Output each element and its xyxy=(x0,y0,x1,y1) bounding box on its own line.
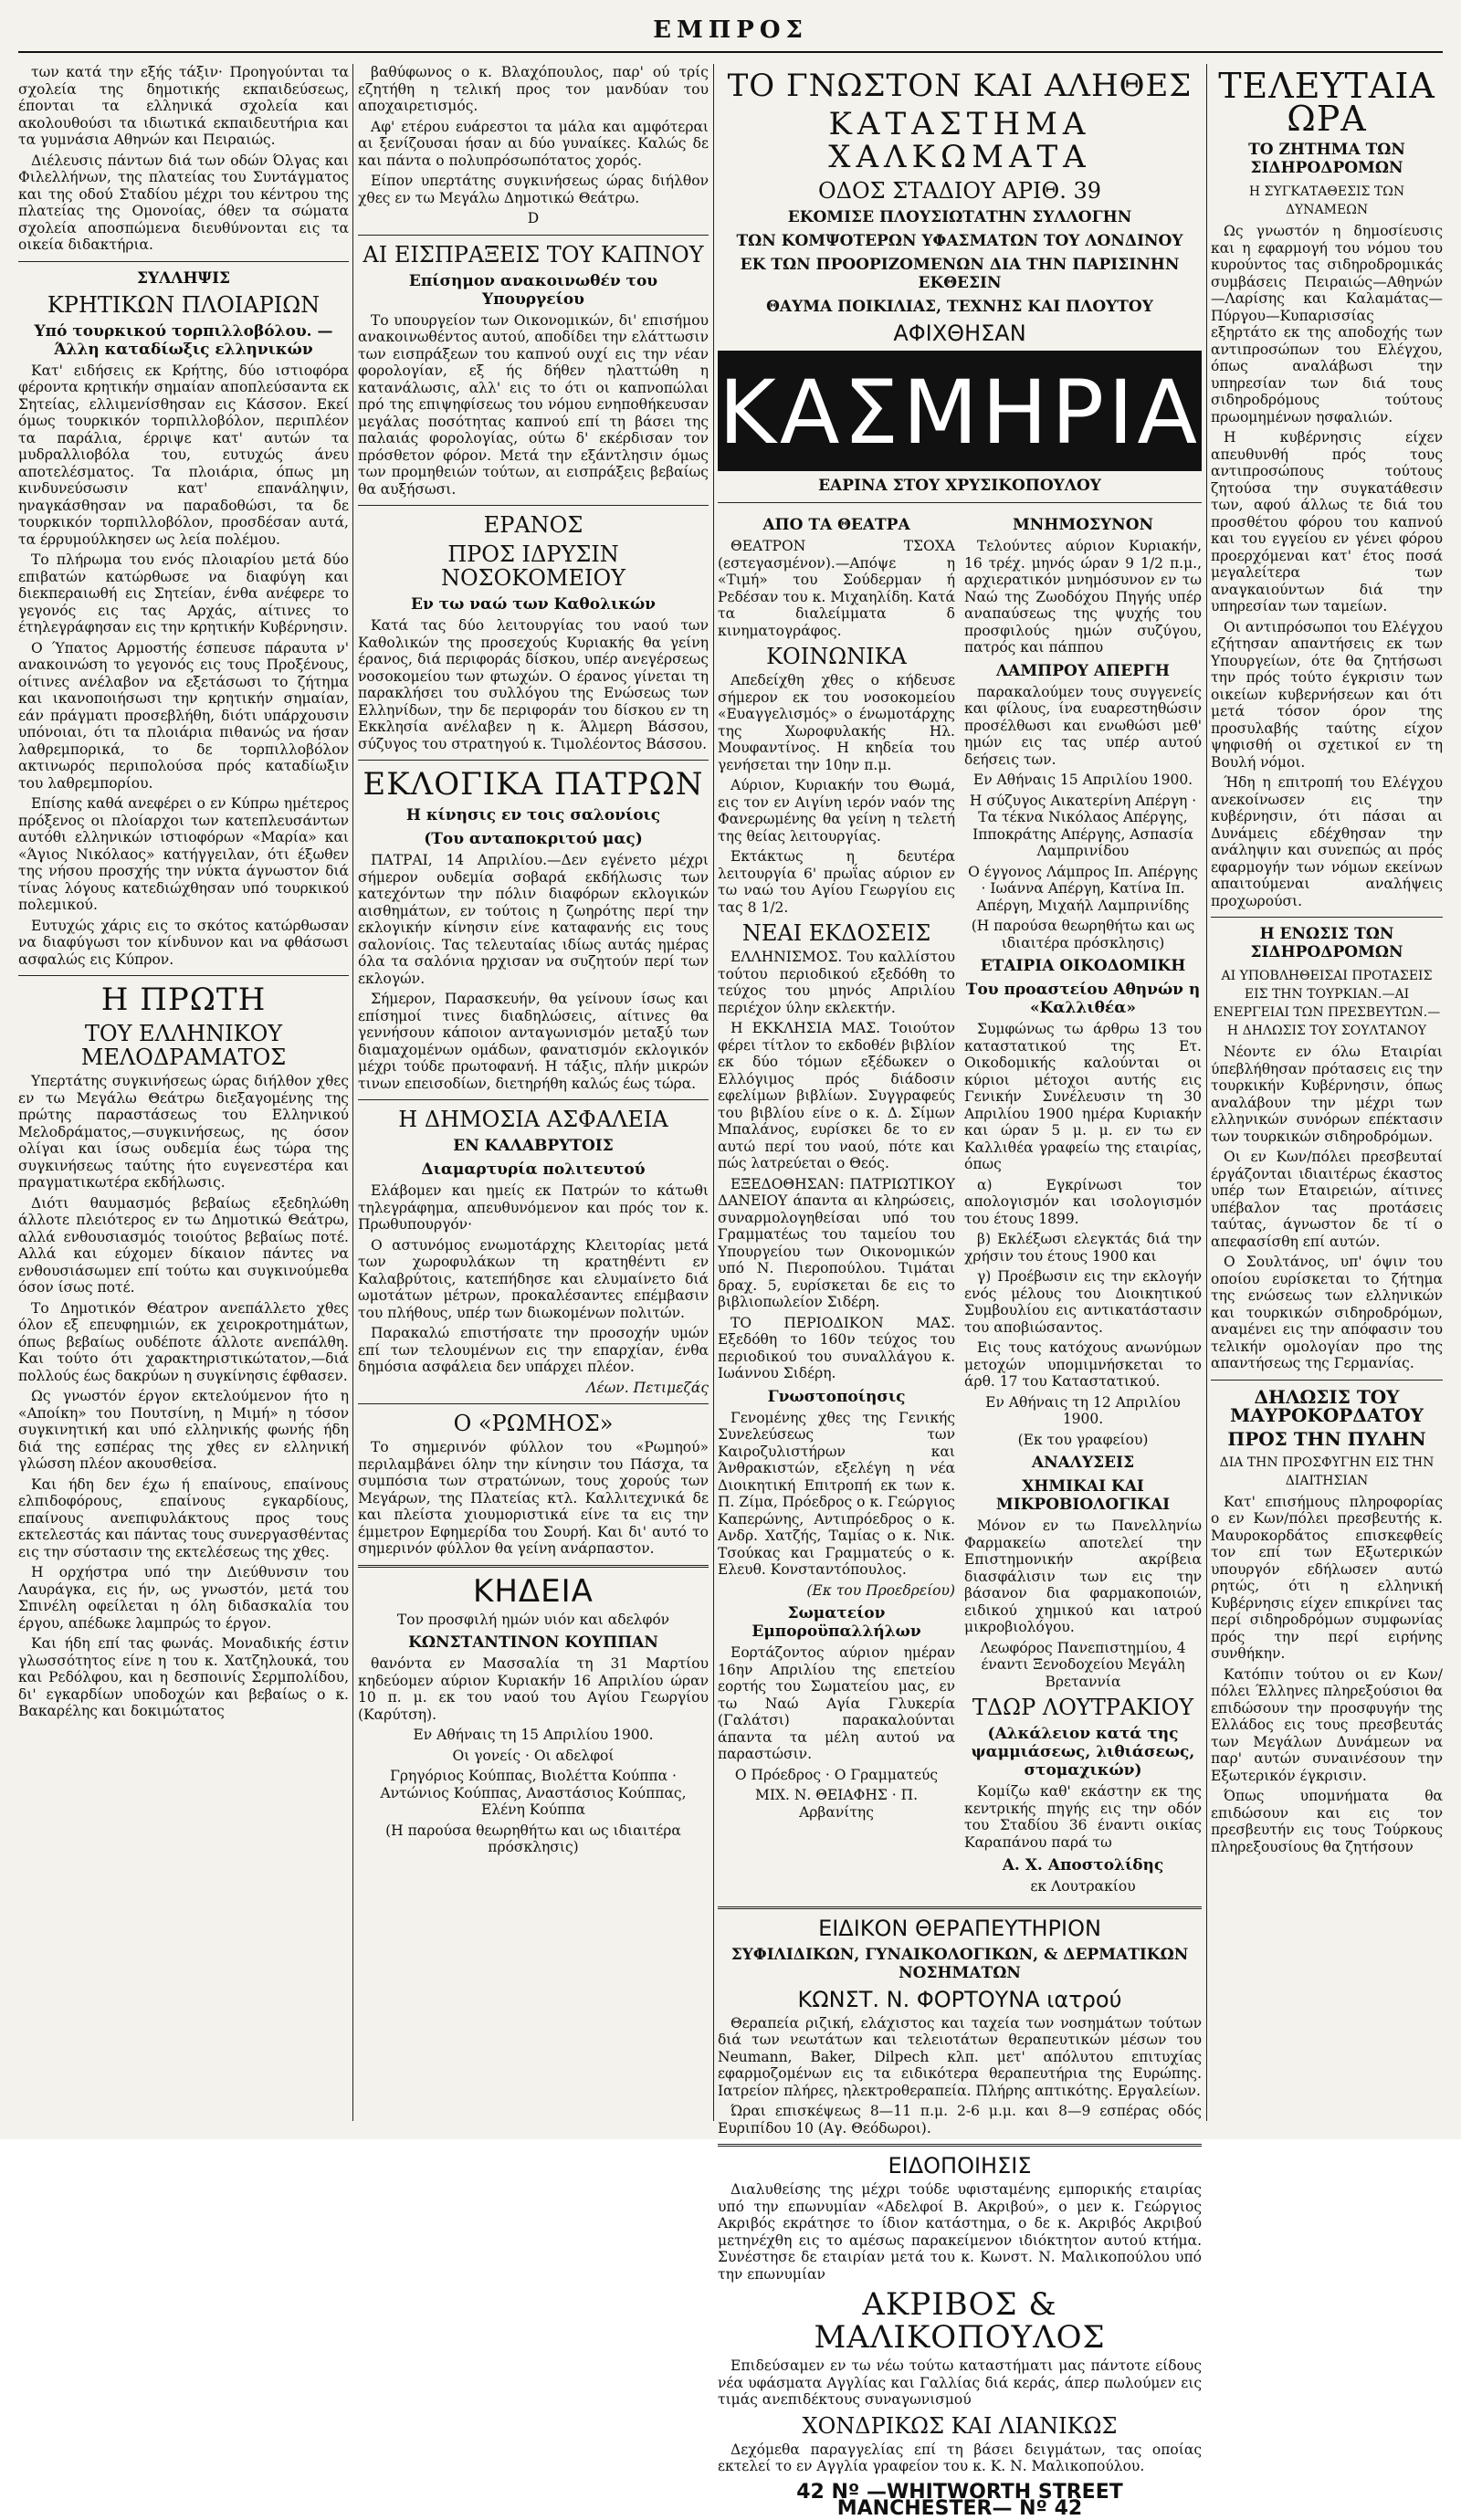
article-paragraph: Κατόπιν τούτου οι εν Κων/πόλει Έλληνες πληρεξούσιοι θα επιδώσουν την προσφυγήν της Ελλάδος εις τους πρεσβευτάς των Μεγάλων Δυνάμεων να παρ' αυτών συναινέσουν την Εξωτερικόν έγκρισιν. xyxy=(1211,1665,1443,1784)
article-paragraph: Θεραπεία ριζική, ελάχιστος και ταχεία των νοσημάτων τούτων διά των νεωτάτων και τελειοτάτων θεραπευτικών μέσων του Neumann, Baker, Dilpech κλπ. μετ' απόλυτου επιτυχίας εφαρμοζομένων εις τα ειδικότερα θεραπευτήρια της Ευρώπης. Ιατρείον πλήρες, ηλεκτροθεραπεία. Πλήρης απτικότης. Εργαλείων. xyxy=(718,2014,1202,2099)
article-paragraph: β) Εκλέξωσι ελεγκτάς διά την χρήσιν του έτους 1900 και xyxy=(964,1231,1202,1265)
notice-signers-title: Οι γονείς · Οι αδελφοί xyxy=(452,1747,615,1764)
article-paragraph: Κατ' επισήμους πληροφορίας ο εν Κων/πόλει πρεσβευτής κ. Μαυροκορδάτος επισκεφθείς τον επί των Εξωτερικών υπουργόν εδήλωσεν αυτώ ρητώς, ότι η ελληνική Κυβέρνησις είχεν επικρίνει τας περί σιδηροδρόμων συμφωνίας πρός την περί ειρήνης συνθήκην. xyxy=(1211,1493,1443,1662)
address-line: Λεωφόρος Πανεπιστημίου, 4 έναντι Ξενοδοχείου Μεγάλη Βρεταννία xyxy=(980,1639,1186,1690)
headline: ΕΝ ΚΑΛΑΒΡΥΤΟΙΣ xyxy=(453,1137,614,1155)
article-paragraph: Απεδείχθη χθες ο κήδευσε σήμερον εκ του νοσοκομείου «Ευαγγελισμός» ο ένωμοτάρχης της Χωροφυλακής Ηλ. Μουφαντίνος. Η κηδεία του γενήσεται την 10ην π.μ. xyxy=(718,672,955,773)
section-rule xyxy=(718,2144,1202,2147)
headline: ΝΕΑΙ ΕΚΔΟΣΕΙΣ xyxy=(741,920,931,946)
article-paragraph: Ο Σουλτάνος, υπ' όψιν του οποίου ευρίσκεται το ζήτημα της ενώσεως των ελληνικών και τουρκικών σιδηροδρόμων, αναμένει εις την απόφασιν του τελικήν ομολογίαν προ της απαντήσεως της Γερμανίας. xyxy=(1211,1254,1443,1371)
headline: ΠΡΟΣ ΤΗΝ ΠΥΛΗΝ xyxy=(1227,1427,1426,1450)
article-paragraph: Ως γνωστόν έργον εκτελούμενον ήτο η «Αποίκη» του Πουτσίνη, η Μιμή» η τόσον συγκινητική και υπό ελληνικής φωνής ήδη διά της εσπέρας της χθες εν ελληνική γλώσση πλέον ακουσθείσα. xyxy=(18,1388,349,1472)
signature-letter: D xyxy=(527,210,540,226)
left-subcolumn xyxy=(718,510,955,1899)
article-paragraph: Ευτυχώς χάρις εις το σκότος κατώρθωσαν να διαφύγωσι τον κίνδυνον και να φθάσωσι ασφαλώς εις Κύπρον. xyxy=(18,917,349,968)
article-paragraph: Οι αντιπρόσωποι του Ελέγχου εζήτησαν απαντήσεις εκ των Υπουργείων, ότε θα ζητήσωσι την πρός τούτο έγκρισιν των οικείων κυβερνήσεων και ότι μετά τόσον όρον της προσυλαβής ταύτης είχον ψηφισθή οι σχετικοί εν τη Βουλή νόμοι. xyxy=(1211,618,1443,771)
subheadline: (Αλκάλειον κατά της ψαμμιάσεως, λιθιάσεως, στομαχικών) xyxy=(971,1725,1195,1780)
article-paragraph: Είπον υπερτάτης συγκινήσεως ώρας διήλθον χθες εν τω Μεγάλω Δημοτικώ Θεάτρω. xyxy=(358,173,709,206)
article-paragraph: βαθύφωνος ο κ. Βλαχόπουλος, παρ' ού τρίς εζητήθη η τελική προς τον μανδύαν του αποχαιρετισμός. xyxy=(358,64,709,114)
article-paragraph: Ο αστυνόμος ενωμοτάρχης Κλειτορίας μετά των χωροφυλάκων τη κρατηθέντι εν Καλαβρύτοις, κατεπήδησε και ελυμαίνετο διά ωμοτάτων μέτρων, προκαλέσαντες επέμβασιν του πλήθους, υπέρ των διωκομένων πολιτών. xyxy=(358,1236,709,1321)
ad-headline: ΧΟΝΔΡΙΚΩΣ ΚΑΙ ΛΙΑΝΙΚΩΣ xyxy=(802,2412,1118,2439)
notice-footnote: (Η παρούσα θεωρηθήτω και ως ιδιαιτέρα πρόσκλησις) xyxy=(971,918,1195,951)
article-paragraph: Οι εν Κων/πόλει πρεσβευταί έργάζονται ιδιαιτέρως έκαστος υπέρ των Εταιρειών, αίτινες υπέβαλον τας προτάσεις ταύτας, άγνωστον δε τί ο απεφασίσθη επί αυτών. xyxy=(1211,1149,1443,1250)
subheadline: ΔΙΑ ΤΗΝ ΠΡΟΣΦΥΓΗΝ ΕΙΣ ΤΗΝ ΔΙΑΙΤΗΣΙΑΝ xyxy=(1219,1454,1435,1488)
section-rule xyxy=(358,1099,709,1100)
ad-subheadline: ΣΥΦΙΛΙΔΙΚΩΝ, ΓΥΝΑΙΚΟΛΟΓΙΚΩΝ, & ΔΕΡΜΑΤΙΚΩΝ ΝΟΣΗΜΑΤΩΝ xyxy=(730,1945,1189,1982)
section-rule xyxy=(358,235,709,236)
article-paragraph: ΘΕΑΤΡΟΝ ΤΣΟΧΑ (εστεγασμένον).—Απόψε η «Τιμή» του Σούδερμαν ή Ρεδέσαν του κ. Μιχαηλίδη. Κατά τα διαλείμματα δ κινηματογράφος. xyxy=(718,538,955,639)
headline: ΚΡΗΤΙΚΩΝ ΠΛΟΙΑΡΙΩΝ xyxy=(47,291,321,318)
notice-footnote: (Εκ του γραφείου) xyxy=(1017,1431,1149,1448)
signers-title: Ο Πρόεδρος · Ο Γραμματεύς xyxy=(734,1766,939,1783)
article-paragraph: Αφ' ετέρου ευάρεστοι τα μάλα και αμφότεραι αι ξενίζουσαι ήσαν αι δύο γυναίκες. Καλώς δε και πάντα ο πολυπρόσωπότατος χορός. xyxy=(358,118,709,169)
notice-footnote: (Η παρούσα θεωρηθήτω και ως ιδιαιτέρα πρόσκλησις) xyxy=(385,1822,681,1855)
section-rule xyxy=(358,505,709,506)
signature: (Εκ του Προεδρείου) xyxy=(806,1581,955,1599)
notice-signers: Γρηγόριος Κούππας, Βιολέττα Κούππα · Αντώνιος Κούππας, Αναστάσιος Κούππας, Ελένη Κούππα xyxy=(380,1768,687,1818)
article-paragraph: Η ορχήστρα υπό την Διεύθυνσιν του Λαυράγκα, εις ήν, ως γνωστόν, μετά του Σπινέλη οφείλεται η όλη διδασκαλία του έργου, απέδωκε λαμπρώς το έργον. xyxy=(18,1564,349,1632)
subheadline: (Του ανταποκριτού μας) xyxy=(424,830,643,848)
subheadline: ΤΟ ΖΗΤΗΜΑ ΤΩΝ ΣΙΔΗΡΟΔΡΟΜΩΝ xyxy=(1248,141,1405,177)
article-paragraph: Το Δημοτικόν Θέατρον ανεπάλλετο χθες όλον εξ επευφημιών, εκ χειροκροτημάτων, όπως βεβαίως ουδέποτε άλλοτε ανεπάλθη. Και τούτο ότι χαρακτηριστικώτατον,—διά πολλούς έως δακρύων η συγκίνησις έφθασεν. xyxy=(18,1299,349,1384)
article-paragraph: Αύριον, Κυριακήν του Θωμά, εις τον εν Αιγίνη ιερόν ναόν της Φανερωμένης θα γείνη η τελετή της θείας λειτουργίας. xyxy=(718,777,955,845)
notice-date: Εν Αθήναις 15 Απριλίου 1900. xyxy=(972,772,1193,788)
headline: ΤΕΛΕΥΤΑΙΑ ΩΡΑ xyxy=(1218,66,1435,139)
article-paragraph: Ο Ύπατος Αρμοστής έσπευσε πάραυτα ν' ανακοινώση το γεγονός εις τους Προξένους, οίτινες ανέλαβον να εξετάσωσι το ζήτημα και ικανοποιήσωσι την κρητικήν σημαίαν, εάν πράγματι προσεβλήθη, διότι υπάρχουσιν υπόνοιαι, ότι τα πλοιάρια πιθανώς να ήσαν λαθρεμπορικά, το δε τορπιλλοβόλον ακτινωρός περιπολούσα πρός καταδίωξιν του λαθρεμπορίου. xyxy=(18,639,349,792)
article-paragraph: Το πλήρωμα του ενός πλοιαρίου μετά δύο επιβατών κατώρθωσε να διαφύγη και διεκπεραιωθή εις Σητείαν, ένθα ανέφερε το γεγονός εις τας Αρχάς, αίτινες το έτηλεγράφησαν εις την κρητικήν Κυβέρνησιν. xyxy=(18,551,349,635)
headline: Σωματείον Εμποροϋπαλλήλων xyxy=(752,1604,921,1641)
ad-line: ΤΩΝ ΚΟΜΨΟΤΕΡΩΝ ΥΦΑΣΜΑΤΩΝ ΤΟΥ ΛΟΝΔΙΝΟΥ xyxy=(736,232,1183,250)
article-paragraph: Διαλυθείσης της μέχρι τούδε υφισταμένης εμπορικής εταιρίας υπό την επωνυμίαν «Αδελφοί Β. Ακριβού», ο μεν κ. Γεώργιος Ακριβός εκράτησε το ίδιον κατάστημα, ο δε κ. Ακριβός Ακριβού μετηνέχθη εις το αμέσως παρακείμενον ιδιόκτητον αυτού κτήμα. Συνέστησε δε εταιρίαν μετά του κ. Κωνστ. Ν. Μαλικοπούλου υπό την επωνυμίαν xyxy=(718,2181,1202,2283)
article-paragraph: των κατά την εξής τάξιν· Προηγούνται τα σχολεία της δημοτικής εκπαιδεύσεως, έπονται τα ελληνικά σχολεία και ακολουθούσι τα ιδιωτικά εκπαιδευτήρια και τα γυμνάσια Αθηνών και Πειραιώς. xyxy=(18,64,349,148)
right-subcolumn xyxy=(964,510,1202,1899)
headline: ΤΟΥ ΕΛΛΗΝΙΚΟΥ ΜΕΛΟΔΡΑΜΑΤΟΣ xyxy=(80,1021,287,1070)
article-paragraph: Παρακαλώ επιστήσατε την προσοχήν υμών επί των τελουμένων εις την επαρχίαν, ένθα δημόσια ασφάλεια δεν υπάρχει πλέον. xyxy=(358,1325,709,1375)
article-paragraph: Δεχόμεθα παραγγελίας επί τη βάσει δειγμάτων, τας οποίας εκτελεί το εν Αγγλία γραφείον του κ. Κ. Ν. Μαλικοπούλου. xyxy=(718,2441,1202,2474)
section-rule xyxy=(18,975,349,976)
article-paragraph: Διότι θαυμασμός βεβαίως εξεδηλώθη άλλοτε πλειότερος εν τω Δημοτικώ Θεάτρω, αλλά ενθουσιασμός τοιούτος βεβαίως ποτέ. Αλλά και εύχομεν δίκαιον πάντες να ενθουσιάσωμεν επί τούτω και συγκινούμεθα όσον ίσως ποτέ. xyxy=(18,1194,349,1296)
two-column-block xyxy=(718,510,1202,1899)
ad-address: 42 Nº —WHITWORTH STREET MANCHESTER— Nº 42 xyxy=(796,2480,1123,2520)
signers: ΜΙΧ. Ν. ΘΕΙΑΦΗΣ · Π. Αρβανίτης xyxy=(754,1787,919,1821)
section-rule xyxy=(358,1403,709,1404)
article-paragraph: Η ΕΚΚΛΗΣΙΑ ΜΑΣ. Τοιούτον φέρει τίτλον το εκδοθέν βιβλίον εκ δύο τόμων εξέδωκεν ο Ελλόγιμος πρός διάδοσιν εφελίμων βιβλίων. Συγγραφεύς του βιβλίου είνε ο κ. Δ. Σίμων Μπαλάνος, ευρίσκει δε το εν αυτώ περί του ναού, πότε και πώς λατρεύεται ο Θεός. xyxy=(718,1020,955,1171)
signature: Λέων. Πετιμεζάς xyxy=(586,1379,709,1396)
headline: ΕΤΑΙΡΙΑ ΟΙΚΟΔΟΜΙΚΗ xyxy=(980,957,1186,975)
article-paragraph: Γενομένης χθες της Γενικής Συνελεύσεως των Καιροζυλιστήρων και Άνθρακιστών, εξελέγη η νέα Διοικητική Επιτροπή εκ των κ. Π. Ζίμα, Πρόεδρος ο κ. Γεώργιος Καπερώνης, Αντιπρόεδρος ο κ. Ανδρ. Χατζής, Ταμίας ο κ. Νικ. Τσούκας και Γραμματεύς ο κ. Ελευθ. Κονσταντόπουλος. xyxy=(718,1409,955,1578)
ad-banner xyxy=(718,351,1202,471)
notice-signers: Ο έγγονος Λάμπρος Ιπ. Απέργης · Ιωάννα Απέργη, Κατίνα Ιπ. Απέργη, Μιχαήλ Λαμπρινίδης xyxy=(968,863,1198,914)
headline: ΔΗΛΩΣΙΣ ΤΟΥ ΜΑΥΡΟΚΟΡΔΑΤΟΥ xyxy=(1230,1385,1424,1426)
ad-headline: ΚΑΤΑΣΤΗΜΑ ΧΑΛΚΩΜΑΤΑ xyxy=(828,106,1091,175)
article-paragraph: Κομίζω καθ' εκάστην εκ της κεντρικής πηγής εις την οδόν του Σταδίου 36 έναντι οικίας Καραπάνου παρά τω xyxy=(964,1783,1202,1851)
subheadline: Του προαστείου Αθηνών η «Καλλιθέα» xyxy=(965,981,1201,1017)
article-paragraph: Ελάβομεν και ημείς εκ Πατρών το κάτωθι τηλεγράφημα, απευθυνόμενον και πρός τον κ. Πρωθυπουργόν· xyxy=(358,1182,709,1233)
article-paragraph: Διέλευσις πάντων διά των οδών Όλγας και Φιλελλήνων, της πλατείας του Συντάγματος και της οδού Σταδίου μέχρι του κέντρου της πλατείας της Ομονοίας, όθεν τα σώματα σχολεία αποσπώμενα διευθύνονται εις τα οικεία διδακτήρια. xyxy=(18,152,349,253)
article-paragraph: Όπως υπομνήματα θα επιδώσουν και εις τον πρεσβευτήν εις τους Τούρκους πληρεξουσίους θα ζητήσουν xyxy=(1211,1788,1443,1855)
notice-name: ΚΩΝΣΤΑΝΤΙΝΟΝ ΚΟΥΠΠΑΝ xyxy=(408,1633,658,1652)
column-divider xyxy=(352,64,353,2121)
address-line: εκ Λουτρακίου xyxy=(1030,1878,1136,1895)
ad-headline: ΑΦΙΧΘΗΣΑΝ xyxy=(893,320,1026,346)
headline: Η ΔΗΜΟΣΙΑ ΑΣΦΑΛΕΙΑ xyxy=(398,1107,668,1132)
ad-headline: ΤΟ ΓΝΩΣΤΟΝ ΚΑΙ ΑΛΗΘΕΣ xyxy=(727,68,1193,104)
subheadline: Διαμαρτυρία πολιτευτού xyxy=(421,1160,646,1179)
article-paragraph: ΠΑΤΡΑΙ, 14 Απριλίου.—Δεν εγένετο μέχρι σήμερον ουδεμία σοβαρά εκδήλωσις των κατεχόντων την πόλιν διαφόρων εκλογικών αισθημάτων, εν τούτοις η ζωηρότης περί την εκλογικήν κίνησιν είνε καταφανής εις τους σαλονίοις. Τας τελευταίας ιδίως αυτάς ημέρας όλα τα σαλόνια ηρχισαν να συζητούν περί των εκλογών. xyxy=(358,852,709,987)
article-paragraph: α) Εγκρίνωσι τον απολογισμόν και ισολογισμόν του έτους 1899. xyxy=(964,1176,1202,1227)
notice-date: Εν Αθήναις τη 15 Απριλίου 1900. xyxy=(413,1727,654,1743)
ad-headline: ΑΚΡΙΒΟΣ & ΜΑΛΙΚΟΠΟΥΛΟΣ xyxy=(814,2286,1106,2356)
section-rule xyxy=(358,1565,709,1568)
headline: ΤΔΩΡ ΛΟΥΤΡΑΚΙΟΥ xyxy=(972,1695,1194,1720)
headline: Η ΕΝΩΣΙΣ ΤΩΝ ΣΙΔΗΡΟΔΡΟΜΩΝ xyxy=(1250,925,1403,961)
subheadline: ΧΗΜΙΚΑΙ ΚΑΙ ΜΙΚΡΟΒΙΟΛΟΓΙΚΑΙ xyxy=(995,1477,1171,1514)
subheadline: Η ΣΥΓΚΑΤΑΘΕΣΙΣ ΤΩΝ ΔΥΝΑΜΕΩΝ xyxy=(1248,184,1405,217)
ad-line: ΘΑΥΜΑ ΠΟΙΚΙΛΙΑΣ, ΤΕΧΝΗΣ ΚΑΙ ΠΛΟΥΤΟΥ xyxy=(766,298,1153,316)
article-paragraph: ΤΟ ΠΕΡΙΟΔΙΚΟΝ ΜΑΣ. Εξεδόθη το 160ν τεύχος του περιοδικού του συναλλάγου κ. Ιωάννου Σιδέρη. xyxy=(718,1314,955,1381)
article-paragraph: Ήδη η επιτροπή του Ελέγχου ανεκοίνωσεν εις την κυβέρνησιν, ότι πάσαι αι Δυνάμεις εδέχθησαν την ανάληψιν και συνεπώς αι πρός εφαρμογήν των νόμων εκείνων απαιτούμεναι αναλήψεις προχωρούσι. xyxy=(1211,774,1443,909)
section-rule xyxy=(1211,917,1443,918)
ad-line: ΕΚ ΤΩΝ ΠΡΟΟΡΙΖΟΜΕΝΩΝ ΔΙΑ ΤΗΝ ΠΑΡΙΣΙΝΗΝ ΕΚΘΕΣΙΝ xyxy=(740,256,1180,292)
article-paragraph: Νέοντε εν όλω Εταιρίαι ύπεβλήθησαν πρότασεις εις την τουρκικήν Κυβέρνησιν, όπως αναλάβουν την μέχρι των ελληνικών συνόρων επέκτασιν των τουρκικών σιδηροδρόμων. xyxy=(1211,1044,1443,1145)
ad-line: ΕΚΟΜΙΣΕ ΠΛΟΥΣΙΩΤΑΤΗΝ ΣΥΛΛΟΓΗΝ xyxy=(787,208,1132,226)
notice-text: Τον προσφιλή ημών υιόν και αδελφόν xyxy=(396,1611,670,1628)
headline: ΑΝΑΛΥΣΕΙΣ xyxy=(1031,1454,1135,1472)
notice-signers: Η σύζυγος Αικατερίνη Απέργη · Τα τέκνα Νικόλαος Απέργης, Ιπποκράτης Απέργης, Ασπασία Λαμπρινίδου xyxy=(969,792,1197,859)
article-paragraph: ΕΞΕΔΟΘΗΣΑΝ: ΠΑΤΡΙΩΤΙΚΟΥ ΔΑΝΕΙΟΥ άπαντα αι κληρώσεις, συναρμολογηθείσαι υπό του Γραμματέως του ταμείου του Υπουργείου των Οικονομικών υπό Ν. Πιεροπούλου. Τιμάται δραχ. 5, ευρίσκεται δε εις το βιβλιοπωλείον Σιδέρη. xyxy=(718,1175,955,1310)
headline: ΚΗΔΕΙΑ xyxy=(473,1572,594,1610)
column-3 xyxy=(718,64,1202,2520)
column-1 xyxy=(18,64,349,2121)
article-paragraph: Υπερτάτης συγκινήσεως ώρας διήλθον χθες εν τω Μεγάλω Θεάτρω διεξαγομένης της πρώτης παραστάσεως του Ελληνικού Μελοδράματος,—συγκινήσεως, ης όσον ολίγαι και ίσως ουδεμία έως τώρα της συγκινήσεως ταύτης ήτο ευγενεστέρα και πραγματικωτέρα εκδήλωσις. xyxy=(18,1073,349,1191)
headline: ΚΟΙΝΩΝΙΚΑ xyxy=(766,644,907,669)
subheadline: ΑΙ ΥΠΟΒΛΗΘΕΙΣΑΙ ΠΡΟΤΑΣΕΙΣ ΕΙΣ ΤΗΝ ΤΟΥΡΚΙΑΝ.—ΑΙ ΕΝΕΡΓΕΙΑΙ ΤΩΝ ΠΡΕΣΒΕΥΤΩΝ.—Η ΔΗΛΩΣΙΣ ΤΟΥ ΣΟΥΛΤΑΝΟΥ xyxy=(1213,969,1441,1038)
article-paragraph: Σήμερον, Παρασκευήν, θα γείνουν ίσως και επίσημοί τινες διαδηλώσεις, αίτινες θα γεννήσουν κάποιον ανταγωνισμόν μεταξύ των διαμαχομένων ομάδων, φανατισμόν εκλογικόν μέχρι τούδε πρωτοφανή. Η τάξις, πλήν μικρών τινων επεισοδίων, διετηρήθη καλώς έως τώρα. xyxy=(358,991,709,1092)
subheadline: Η κίνησις εν τοις σαλονίοις xyxy=(405,806,661,824)
headline: ΕΡΑΝΟΣ xyxy=(483,512,583,538)
headline: ΑΠΟ ΤΑ ΘΕΑΤΡΑ xyxy=(762,516,910,534)
ad-headline: ΕΙΔΟΠΟΙΗΣΙΣ xyxy=(888,2153,1032,2179)
section-rule xyxy=(18,261,349,262)
headline: ΠΡΟΣ ΙΔΡΥΣΙΝ ΝΟΣΟΚΟΜΕΙΟΥ xyxy=(440,541,626,591)
notice-date: Εν Αθήναις τη 12 Απριλίου 1900. xyxy=(985,1393,1181,1427)
article-paragraph: παρακαλούμεν τους συγγενείς και φίλους, ίνα ευαρεστηθώσιν προσέλθωσι και ενωθώσι μεθ' ημών εις τας υπέρ αυτού δεήσεις των. xyxy=(964,683,1202,768)
article-paragraph: Εορτάζοντος αύριον ημέραν 16ην Απριλίου της επετείου εορτής του Σωματείου μας, εν τω Ναώ Αγία Γλυκερία (Γαλάτσι) παρακαλούνται άπαντα τα μέλη αυτού να παραστώσιν. xyxy=(718,1644,955,1762)
ad-headline: ΚΩΝΣΤ. Ν. ΦΟΡΤΟΥΝΑ ιατρού xyxy=(797,1986,1122,2012)
section-rule xyxy=(358,760,709,761)
masthead: ΕΜΠΡΟΣ xyxy=(653,16,808,44)
headline: ΕΚΛΟΓΙΚΑ ΠΑΤΡΩΝ xyxy=(363,766,704,803)
section-rule xyxy=(718,502,1202,503)
merchant-name: Α. Χ. Αποστολίδης xyxy=(1002,1856,1164,1874)
notice-text: θανόντα εν Μασσαλία τη 31 Μαρτίου κηδεύομεν αύριον Κυριακήν 16 Απριλίου ώραν 10 π. μ. εκ του ναού του Αγίου Γεωργίου (Καρύτση). xyxy=(358,1655,709,1723)
headline: ΣΥΛΛΗΨΙΣ xyxy=(136,268,231,288)
subheadline: Εν τω ναώ των Καθολικών xyxy=(411,595,656,614)
article-paragraph: Το σημερινόν φύλλον του «Ρωμηού» περιλαμβάνει όλην την κίνησιν του Πάσχα, τα συμπόσια των στρατώνων, τους χορούς των Μεγάρων, της Πλατείας κτλ. Καλλιτεχνικά δε και πλείστα χιουμοριστικά είνε τα εις την έμμετρον Εφημερίδα του Σουρή. Και δι' αυτό το σημερινόν φύλλον θα γείνη ανάρπαστον. xyxy=(358,1439,709,1557)
article-paragraph: Τελούντες αύριον Κυριακήν, 16 τρέχ. μηνός ώραν 9 1/2 π.μ., αρχιερατικόν μνημόσυνον εν τω Ναώ της Ζωοδόχου Πηγής υπέρ αναπαύσεως της ψυχής του προσφιλούς ημών συζύγου, πατρός και πάππου xyxy=(964,538,1202,656)
section-rule xyxy=(718,1906,1202,1909)
headline: ΑΙ ΕΙΣΠΡΑΞΕΙΣ ΤΟΥ ΚΑΠΝΟΥ xyxy=(363,241,704,268)
headline: Ο «ΡΩΜΗΟΣ» xyxy=(453,1411,614,1436)
headline: ΜΝΗΜΟΣΥΝΟΝ xyxy=(1012,516,1154,534)
ad-tagline: ΕΑΡΙΝΑ ΣΤΟΥ ΧΡΥΣΙΚΟΠΟΥΛΟΥ xyxy=(818,477,1101,495)
article-paragraph: Το υπουργείον των Οικονομικών, δι' επισήμου ανακοινωθέντος αυτού, αποδίδει την ελάττωσιν των εισπράξεων του καπνού ουχί εις την νέαν φορολογίαν, εξ ής δήθεν ηλαττώθη η κατανάλωσις, αλλ' εις το ότι οι καπνοπώλαι πρό της επιψηφίσεως του νόμου ενηποθήκευσαν μεγάλας ποσότητας καπνού επί τη βάσει της παλαιάς φορολογίας, ούτω δ' εκέρδισαν τον πρόσθετον φόρον. Μετά την εξάντλησιν όμως των προμηθειών τούτων, αι εισπράξεις βεβαίως θα αυξήσωσι. xyxy=(358,311,709,498)
article-paragraph: Εκτάκτως η δευτέρα λειτουργία 6' πρωΐας αύριον εν τω ναώ του Αγίου Γεωργίου εις τας 8 1/2. xyxy=(718,848,955,916)
article-paragraph: Και ήδη δεν έχω ή επαίνους, επαίνους ελπιδοφόρους, επαίνους εγκαρδίους, επαίνους ανεπιφυλάκτους προς τους εκτελεστάς και πάντας τους συνεργασθέντας εις την σύστασιν της εκτελέσεως της χθες. xyxy=(18,1475,349,1560)
column-divider xyxy=(713,64,714,2121)
notice-name: ΛΑΜΠΡΟΥ ΑΠΕΡΓΗ xyxy=(995,661,1170,680)
article-paragraph: γ) Προέβωσιν εις την εκλογήν ενός μέλους του Διοικητικού Συμβουλίου εις αντικατάστασιν του αποβιώσαντος. xyxy=(964,1268,1202,1336)
article-paragraph: Συμφώνως τω άρθρω 13 του καταστατικού της Ετ. Οικοδομικής καλούνται οι κύριοι μέτοχοι αυτής εις Γενικήν Συνέλευσιν τη 30 Απριλίου 1900 ημέρα Κυριακήν και ώραν 5 μ. μ. εν τω εν Καλλιθέα γραφείω της εταιρίας, όπως xyxy=(964,1021,1202,1172)
ad-address: ΟΔΟΣ ΣΤΑΔΙΟΥ ΑΡΙΘ. 39 xyxy=(818,178,1101,204)
article-paragraph: Ως γνωστόν η δημοσίευσις και η εφαρμογή του νόμου του κυρούντος τας σιδηροδρομικάς συμβάσεις Πειραιώς—Αθηνών—Λαρίσης και Καλαμάτας—Πύργου—Κυπαρισσίας εξηρτάτο εκ της αποδοχής των αντιπροσώπων του Ελέγχου, όπως αναλάβωσι την υπηρεσίαν των διά τους σιδηροδρόμους τούτους πρωομημένων ησφαλιών. xyxy=(1211,223,1443,425)
column-divider xyxy=(1206,64,1207,2121)
headline: Η ΠΡΩΤΗ xyxy=(100,982,267,1018)
section-rule xyxy=(1211,1380,1443,1381)
article-paragraph: Ώραι επισκέψεως 8—11 π.μ. 2-6 μ.μ. και 8—9 εσπέρας οδός Ευριπίδου 10 (Αγ. Θεόδωροι). xyxy=(718,2103,1202,2137)
article-paragraph: ΕΛΛΗΝΙΣΜΟΣ. Του καλλίστου τούτου περιοδικού εξεδόθη το τεύχος του μηνός Απριλίου περιέχον ύλην εκλεκτήν. xyxy=(718,949,955,1016)
article-paragraph: Η κυβέρνησις είχεν απευθυνθή πρός τους αντιπροσώπους τούτους ζητούσα την συγκατάθεσιν των, αφού άλλως τε διά του προσθέτου φόρου του καπνού και του εγγείου εν γένει φόρου προερχόμεναι κατ' έτος ποσά μεγαλείτερα των αναγκαιούντων διά την υπηρεσίαν των ταμείων. xyxy=(1211,429,1443,614)
column-2 xyxy=(358,64,709,2121)
article-paragraph: Επίσης καθά ανεφέρει ο εν Κύπρω ημέτερος πρόξενος οι πλοίαρχοι των κατεπλευσάντων αυτόθι ελληνικών ιστιοφόρων «Μαρία» και «Άγιος Νικόλαος» κατήγγειλαν, ότι έξωθεν της νήσου προσχής την νύκτα άγνωστον διά τίνας λόγους κατεδιώχθησαν υπό τουρκικού πολεμικού. xyxy=(18,795,349,913)
headline: Γνωστοποίησις xyxy=(767,1387,906,1406)
article-paragraph: Κατά τας δύο λειτουργίας του ναού των Καθολικών της προσεχούς Κυριακής θα γείνη έρανος, διά περιφοράς δίσκου, υπέρ ανεγέρσεως νοσοκομείου των φτωχών. Ο έρανος γίνεται τη παρακλήσει του συλλόγου της Ενώσεως των Ελληνίδων, την δε περιφοράν του δίσκου εν τη Εκκλησία ανέλαβεν η κ. Άλμερη Βάσσου, σύζυγος του στρατηγού κ. Τιμολέοντος Βάσσου. xyxy=(358,617,709,752)
column-4 xyxy=(1211,64,1443,2121)
article-paragraph: Επιδεύσαμεν εν τω νέω τούτω καταστήματι μας πάντοτε είδους νέα υφάσματα Αγγλίας και Γαλλίας διά κεράς, άπερ πωλούμεν εις τιμάς ανεπιδέκτους συναγωνισμού xyxy=(718,2357,1202,2408)
article-paragraph: Μόνον εν τω Πανελληνίω Φαρμακείω αποτελεί την Επιστημονικήν ακρίβεια διασφάλισιν των εις την βάσανον δια φαρμακοποιών, ειδικού χημικού και ιατρού μικροβιολόγου. xyxy=(964,1517,1202,1635)
article-paragraph: Κατ' ειδήσεις εκ Κρήτης, δύο ιστιοφόρα φέροντα κρητικήν σημαίαν αποπλεύσαντα εκ Σητείας, ελλιμενίσθησαν εις Κάσσον. Εκεί όμως τουρκικόν τορπιλλοβόλον, περιπλέον τα παράλια, έρριψε κατ' αυτών τα μυδραλλιοβόλα του, ευτυχώς άνευ αποτελέσματος. Τα πλοιάρια, όπως μη κινδυνεύσωσιν κατ' επανάληψιν, ηναγκάσθησαν να παραδοθώσι, τα δε τουρκικόν τορπιλλοβόλον, προσδέσαν αυτά, τα έρρυμούλκησεν ως λεία πολέμου. xyxy=(18,362,349,548)
top-rule xyxy=(18,51,1443,53)
subheadline: Υπό τουρκικού τορπιλλοβόλου. — Άλλη καταδίωξις ελληνικών xyxy=(34,321,333,359)
article-paragraph: Και ήδη επί τας φωνάς. Μοναδικής έστιν γλωσσότητος είνε η του κ. Χατζηλουκά, του και Ρεδόλφου, και η δεσποινίς Σερμπολίδου, δι' εγκαρδίων υποδοχών και βεβαίως ο κ. Βακαρέλης και δοκιμώτατος xyxy=(18,1635,349,1719)
ad-headline: ΕΙΔΙΚΟΝ ΘΕΡΑΠΕΥΤΗΡΙΟΝ xyxy=(818,1915,1101,1941)
ad-banner-word: ΚΑΣΜΗΡΙΑ xyxy=(718,362,1202,464)
article-paragraph: Εις τους κατόχους ανωνύμων μετοχών υπομιμνήσκεται το άρθ. 17 του Καταστατικού. xyxy=(964,1339,1202,1390)
subheadline: Επίσημον ανακοινωθέν του Υπουργείου xyxy=(408,271,658,309)
